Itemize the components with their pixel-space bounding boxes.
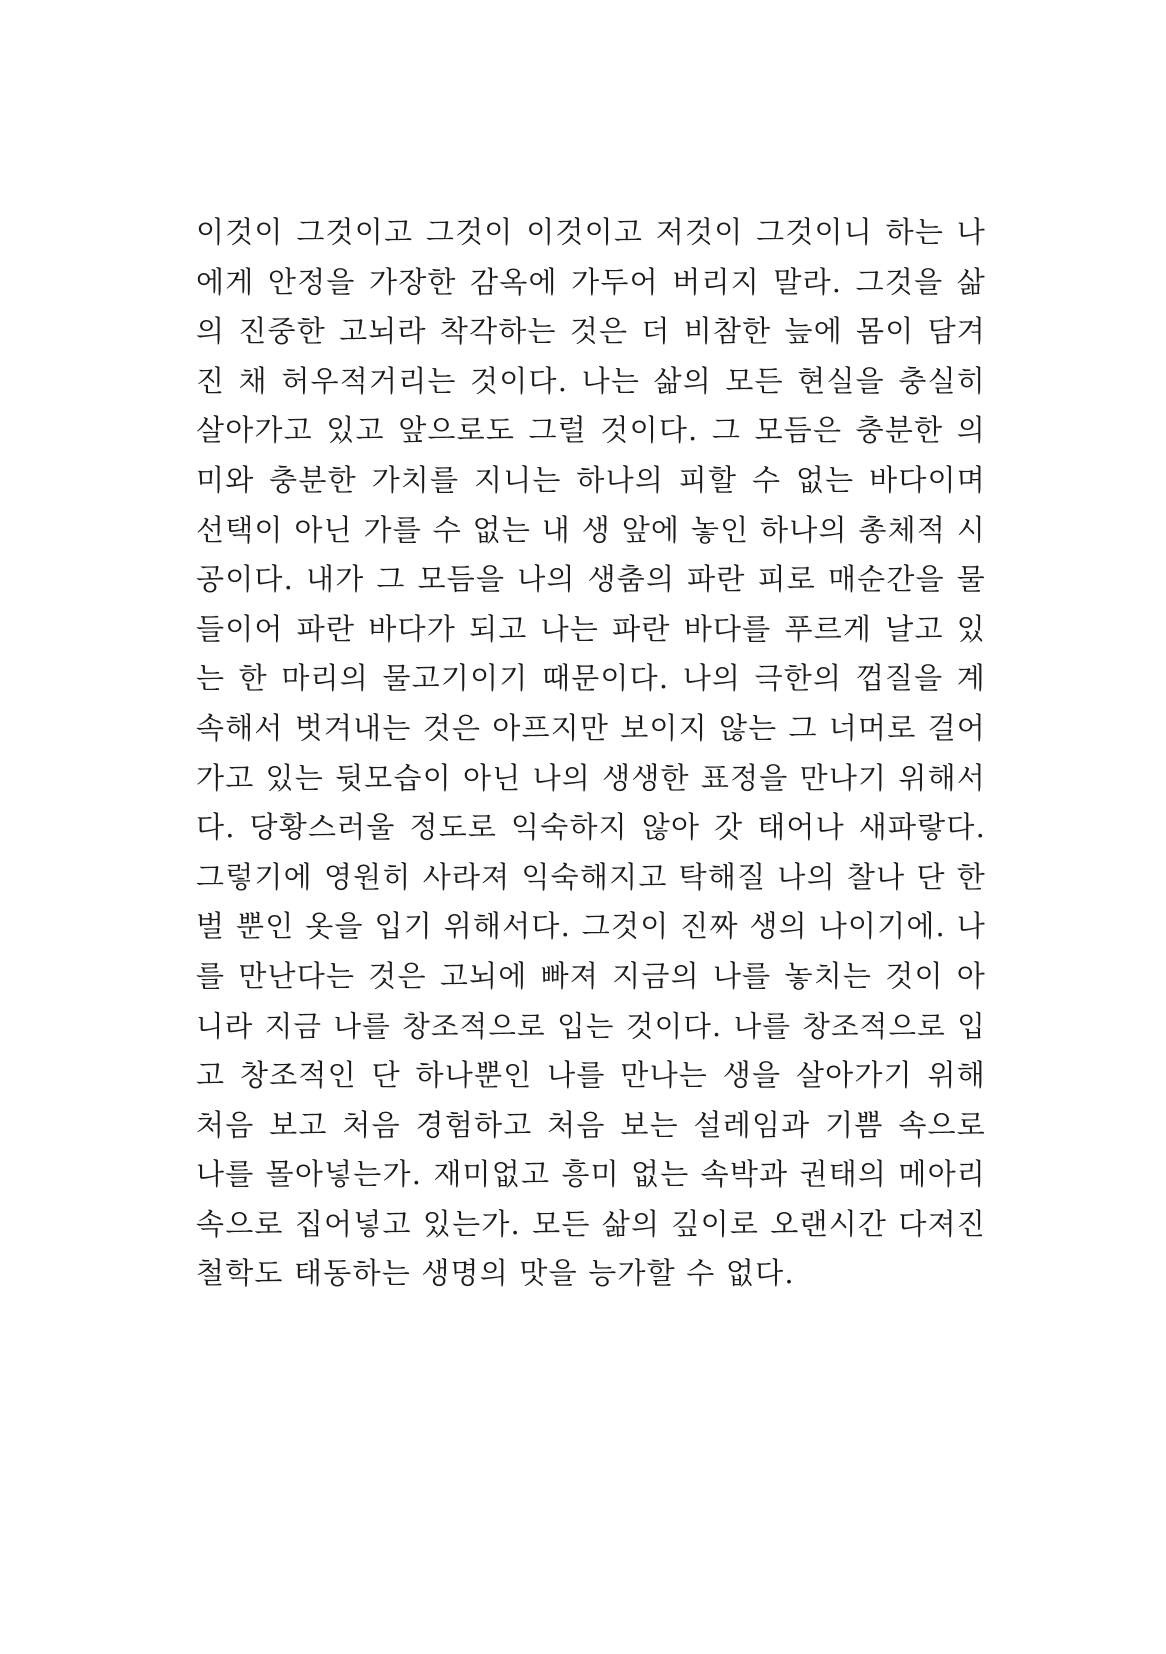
text-line: 고 창조적인 단 하나뿐인 나를 만나는 생을 살아가기 위해 — [196, 1058, 986, 1093]
body-text — [196, 208, 986, 1299]
text-line: 벌 뿐인 옷을 입기 위해서다. 그것이 진짜 생의 나이기에. 나 — [196, 909, 986, 944]
text-line: 철학도 태동하는 생명의 맛을 능가할 수 없다. — [196, 1256, 795, 1291]
text-line: 는 한 마리의 물고기이기 때문이다. 나의 극한의 껍질을 계 — [196, 661, 986, 696]
text-line: 미와 충분한 가치를 지니는 하나의 피할 수 없는 바다이며 — [196, 462, 986, 497]
text-line: 처음 보고 처음 경험하고 처음 보는 설레임과 기쁨 속으로 — [196, 1107, 986, 1142]
text-line: 가고 있는 뒷모습이 아닌 나의 생생한 표정을 만나기 위해서 — [196, 760, 986, 795]
text-line: 속해서 벗겨내는 것은 아프지만 보이지 않는 그 너머로 걸어 — [196, 710, 986, 745]
text-line: 에게 안정을 가장한 감옥에 가두어 버리지 말라. 그것을 삶 — [196, 264, 986, 299]
text-line: 속으로 집어넣고 있는가. 모든 삶의 깊이로 오랜시간 다져진 — [196, 1206, 986, 1241]
text-line: 공이다. 내가 그 모듬을 나의 생춤의 파란 피로 매순간을 물 — [196, 562, 986, 597]
text-line: 니라 지금 나를 창조적으로 입는 것이다. 나를 창조적으로 입 — [196, 1009, 986, 1043]
text-line: 들이어 파란 바다가 되고 나는 파란 바다를 푸르게 날고 있 — [196, 611, 986, 646]
text-line: 의 진중한 고뇌라 착각하는 것은 더 비참한 늪에 몸이 담겨 — [196, 314, 986, 349]
text-line: 진 채 허우적거리는 것이다. 나는 삶의 모든 현실을 충실히 — [196, 363, 986, 398]
text-line: 나를 몰아넣는가. 재미없고 흥미 없는 속박과 권태의 메아리 — [196, 1157, 986, 1192]
text-line: 이것이 그것이고 그것이 이것이고 저것이 그것이니 하는 나 — [196, 215, 986, 249]
text-line: 살아가고 있고 앞으로도 그럴 것이다. 그 모듬은 충분한 의 — [196, 413, 986, 448]
text-line: 선택이 아닌 가를 수 없는 내 생 앞에 놓인 하나의 총체적 시 — [196, 512, 986, 547]
text-line: 를 만난다는 것은 고뇌에 빠져 지금의 나를 놓치는 것이 아 — [196, 958, 986, 993]
text-line: 그렇기에 영원히 사라져 익숙해지고 탁해질 나의 찰나 단 한 — [196, 859, 986, 894]
text-line: 다. 당황스러울 정도로 익숙하지 않아 갓 태어나 새파랗다. — [196, 810, 986, 845]
